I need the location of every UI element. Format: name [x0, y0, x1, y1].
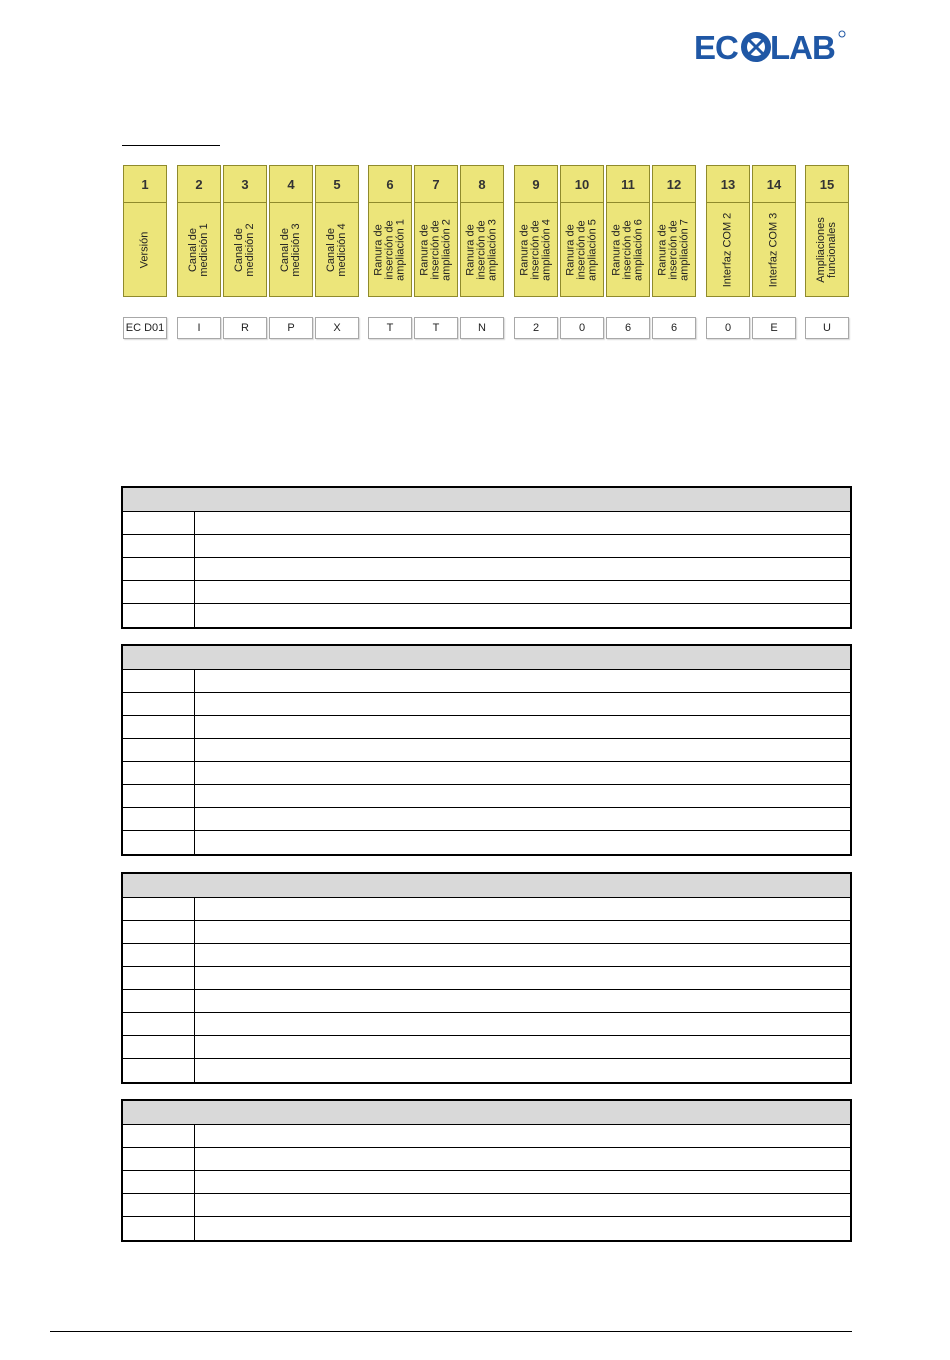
code-column-number: 5 [315, 165, 359, 203]
code-column-4 [269, 165, 313, 339]
table-row [123, 716, 850, 739]
code-column-value: 2 [514, 317, 558, 339]
code-column-label: Ranura de inserción de ampliación 7 [656, 218, 691, 281]
code-column-label-box [752, 203, 796, 297]
code-column-10 [560, 165, 604, 339]
table-row [123, 1194, 850, 1217]
code-column-14 [752, 165, 796, 339]
table-cell-description [195, 1125, 850, 1147]
code-column-value: P [269, 317, 313, 339]
code-column-value: X [315, 317, 359, 339]
code-column-value: T [414, 317, 458, 339]
table-row [123, 967, 850, 990]
code-column-label: Ranura de inserción de ampliación 4 [518, 218, 553, 281]
code-column-label: Canal de medición 4 [325, 222, 348, 277]
heading-underline [122, 145, 220, 146]
table-cell-description [195, 1148, 850, 1170]
code-column-number: 10 [560, 165, 604, 203]
table-cell-code [123, 921, 195, 943]
table-cell-description [195, 716, 850, 738]
table-cell-code [123, 670, 195, 692]
table-cell-description [195, 739, 850, 761]
code-column-label-box [223, 203, 267, 297]
table-cell-code [123, 1148, 195, 1170]
table-cell-code [123, 1013, 195, 1035]
code-column-label-box [414, 203, 458, 297]
table-cell-description [195, 1217, 850, 1240]
table-cell-code [123, 944, 195, 966]
table-row [123, 1171, 850, 1194]
code-column-number: 8 [460, 165, 504, 203]
code-column-label: Ranura de inserción de ampliación 3 [464, 218, 499, 281]
table-row [123, 581, 850, 604]
table-cell-code [123, 535, 195, 557]
code-column-label-box [805, 203, 849, 297]
code-column-5 [315, 165, 359, 339]
table-cell-description [195, 898, 850, 920]
table-row [123, 693, 850, 716]
code-column-12 [652, 165, 696, 339]
table-cell-description [195, 990, 850, 1012]
table-row [123, 1125, 850, 1148]
table-row [123, 785, 850, 808]
code-column-value: 0 [706, 317, 750, 339]
table-cell-code [123, 990, 195, 1012]
table-row [123, 762, 850, 785]
table-row [123, 808, 850, 831]
footer-divider [50, 1331, 852, 1332]
table-row [123, 558, 850, 581]
table-cell-description [195, 1171, 850, 1193]
code-column-number: 14 [752, 165, 796, 203]
code-column-number: 2 [177, 165, 221, 203]
table-cell-code [123, 808, 195, 830]
code-column-label-box [177, 203, 221, 297]
code-column-number: 11 [606, 165, 650, 203]
code-column-label-box [315, 203, 359, 297]
table-row [123, 1059, 850, 1082]
code-column-label-box [560, 203, 604, 297]
code-column-label: Ampliaciones funcionales [815, 216, 838, 283]
table-cell-description [195, 581, 850, 603]
code-column-label-box [269, 203, 313, 297]
code-column-label-box [368, 203, 412, 297]
table-cell-code [123, 1217, 195, 1240]
code-column-value: 6 [652, 317, 696, 339]
table-cell-code [123, 1125, 195, 1147]
code-column-label: Ranura de inserción de ampliación 6 [610, 218, 645, 281]
table-row [123, 535, 850, 558]
code-column-label: Versión [138, 231, 151, 268]
table-row [123, 1217, 850, 1240]
table-cell-description [195, 785, 850, 807]
table-header [123, 646, 850, 670]
table-cell-code [123, 1059, 195, 1082]
table-cell-description [195, 670, 850, 692]
table-header [123, 488, 850, 512]
table-cell-description [195, 558, 850, 580]
code-column-label: Ranura de inserción de ampliación 5 [564, 218, 599, 281]
code-column-number: 15 [805, 165, 849, 203]
code-table-1 [121, 486, 852, 629]
code-column-number: 6 [368, 165, 412, 203]
code-column-value: 6 [606, 317, 650, 339]
code-column-label: Ranura de inserción de ampliación 1 [372, 218, 407, 281]
table-row [123, 831, 850, 854]
table-cell-code [123, 604, 195, 627]
table-row [123, 604, 850, 627]
svg-text:EC: EC [694, 29, 738, 64]
table-header [123, 874, 850, 898]
table-cell-code [123, 762, 195, 784]
table-cell-code [123, 693, 195, 715]
table-cell-code [123, 581, 195, 603]
svg-text:LAB: LAB [770, 29, 835, 64]
table-cell-code [123, 558, 195, 580]
code-column-label-box [460, 203, 504, 297]
table-cell-code [123, 831, 195, 854]
code-column-label: Interfaz COM 3 [767, 212, 780, 287]
code-column-label: Canal de medición 1 [187, 222, 210, 277]
code-column-number: 9 [514, 165, 558, 203]
table-cell-code [123, 1194, 195, 1216]
table-cell-code [123, 1036, 195, 1058]
code-column-value: T [368, 317, 412, 339]
code-column-13 [706, 165, 750, 339]
code-column-number: 4 [269, 165, 313, 203]
code-column-8 [460, 165, 504, 339]
table-cell-code [123, 739, 195, 761]
code-table-4 [121, 1099, 852, 1242]
code-column-value: E [752, 317, 796, 339]
code-column-2 [177, 165, 221, 339]
code-column-number: 3 [223, 165, 267, 203]
code-table-3 [121, 872, 852, 1084]
table-cell-description [195, 831, 850, 854]
table-cell-description [195, 604, 850, 627]
code-column-label: Canal de medición 2 [233, 222, 256, 277]
code-column-15 [805, 165, 849, 339]
code-column-6 [368, 165, 412, 339]
code-column-label: Interfaz COM 2 [721, 212, 734, 287]
code-column-9 [514, 165, 558, 339]
code-column-11 [606, 165, 650, 339]
code-column-value: 0 [560, 317, 604, 339]
table-cell-description [195, 512, 850, 534]
code-column-number: 12 [652, 165, 696, 203]
table-cell-description [195, 808, 850, 830]
code-column-value: N [460, 317, 504, 339]
table-cell-description [195, 762, 850, 784]
code-column-label-box [652, 203, 696, 297]
table-cell-code [123, 898, 195, 920]
code-column-label-box [706, 203, 750, 297]
table-cell-code [123, 716, 195, 738]
code-column-value: R [223, 317, 267, 339]
table-cell-description [195, 693, 850, 715]
table-row [123, 512, 850, 535]
code-column-value: I [177, 317, 221, 339]
table-cell-code [123, 785, 195, 807]
code-column-number: 7 [414, 165, 458, 203]
table-row [123, 990, 850, 1013]
table-cell-description [195, 1013, 850, 1035]
table-row [123, 921, 850, 944]
table-cell-description [195, 535, 850, 557]
table-row [123, 670, 850, 693]
table-row [123, 1036, 850, 1059]
code-column-value: U [805, 317, 849, 339]
table-cell-code [123, 967, 195, 989]
code-column-3 [223, 165, 267, 339]
table-row [123, 944, 850, 967]
table-cell-description [195, 921, 850, 943]
code-column-number: 13 [706, 165, 750, 203]
code-column-label-box [123, 203, 167, 297]
table-row [123, 1148, 850, 1171]
code-table-2 [121, 644, 852, 856]
code-column-number: 1 [123, 165, 167, 203]
code-column-value: EC D01 [123, 317, 167, 339]
table-cell-description [195, 967, 850, 989]
table-row [123, 898, 850, 921]
table-cell-description [195, 1036, 850, 1058]
table-cell-description [195, 944, 850, 966]
code-column-7 [414, 165, 458, 339]
table-row [123, 1013, 850, 1036]
code-column-label-box [606, 203, 650, 297]
table-cell-description [195, 1194, 850, 1216]
table-cell-code [123, 512, 195, 534]
table-header [123, 1101, 850, 1125]
table-cell-description [195, 1059, 850, 1082]
table-row [123, 739, 850, 762]
ecolab-logo [694, 28, 846, 64]
code-column-label: Ranura de inserción de ampliación 2 [418, 218, 453, 281]
code-column-label: Canal de medición 3 [279, 222, 302, 277]
table-cell-code [123, 1171, 195, 1193]
code-column-1 [123, 165, 167, 339]
code-column-label-box [514, 203, 558, 297]
